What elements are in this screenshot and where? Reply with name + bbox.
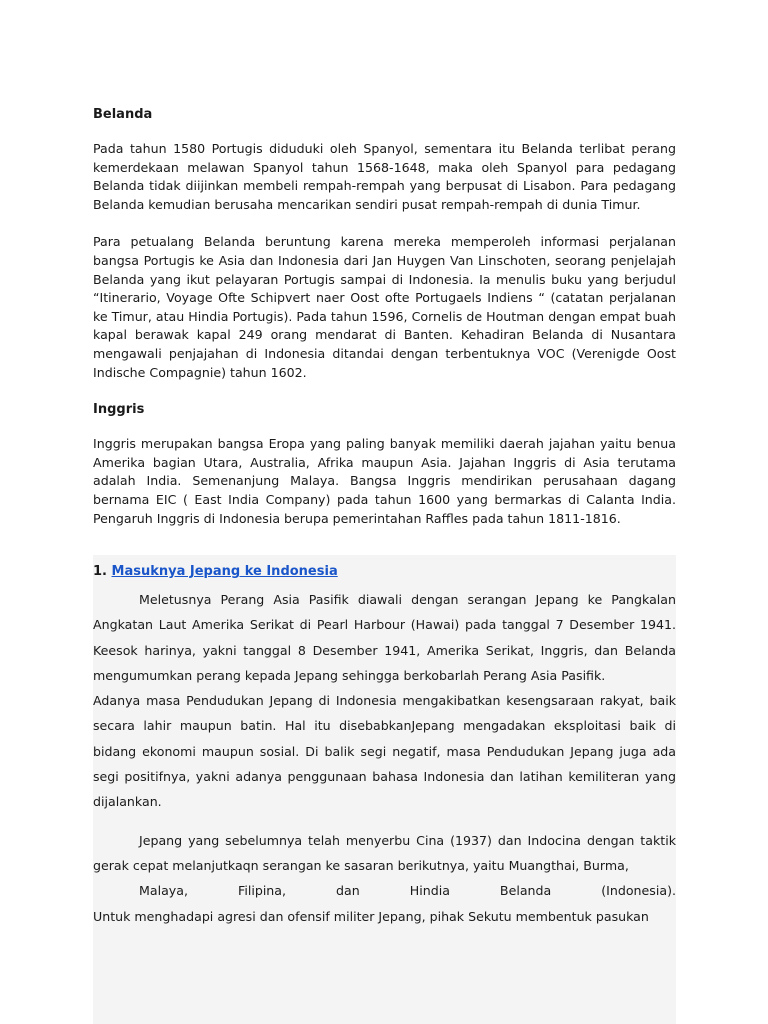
section-heading-inggris: Inggris [93, 402, 145, 418]
paragraph-inggris-1: Inggris merupakan bangsa Eropa yang paling banyak memiliki daerah jajahan yaitu benua Amerika bagian Utara, Australia, Afrika maupun Asia. Jajahan Inggris di Asia terutama adalah India. Semenanjung Malaya. Bangsa Inggris mendirikan perusahaan dagang bernama EIC ( East India Company) pada tahun 1600 yang bermarkas di Calanta India. Pengaruh Inggris di Indonesia berupa pemerintahan Raffles pada tahun 1811-1816. [93, 436, 676, 526]
jepang-section [93, 555, 676, 1024]
paragraph-jepang-1: Meletusnya Perang Asia Pasifik diawali dengan serangan Jepang ke Pangkalan Angkatan Laut Amerika Serikat di Pearl Harbour (Hawai) pada tanggal 7 Desember 1941. Keesok harinya, yakni tanggal 8 Desember 1941, Amerika Serikat, Inggris, dan Belanda mengumumkan perang kepada Jepang sehingga berkobarlah Perang Asia Pasifik. [93, 592, 676, 683]
paragraph-jepang-2: Adanya masa Pendudukan Jepang di Indonesia mengakibatkan kesengsaraan rakyat, baik secara lahir maupun batin. Hal itu disebabkanJepang mengadakan eksploitasi baik di bidang ekonomi maupun sosial. Di balik segi negatif, masa Pendudukan Jepang juga ada segi positifnya, yakni adanya penggunaan bahasa Indonesia dan latihan kemiliteran yang dijalankan. [93, 693, 676, 810]
paragraph-jepang-3-last-line: Malaya, Filipina, dan Hindia Belanda (Indonesia). [139, 883, 676, 899]
section-heading-belanda: Belanda [93, 107, 153, 122]
paragraph-belanda-2: Para petualang Belanda beruntung karena mereka memperoleh informasi perjalanan bangsa Portugis ke Asia dan Indonesia dari Jan Huygen Van Linschoten, seorang penjelajah Belanda yang ikut pelayaran Portugis sampai di Indonesia. Ia menulis buku yang berjudul “Itinerario, Voyage Ofte Schipvert naer Oost ofte Portugaels Indiens “ (catatan perjalanan ke Timur, atau Hindia Portugis). Pada tahun 1596, Cornelis de Houtman dengan empat buah kapal berawak kapal 249 orang mendarat di Banten. Kehadiran Belanda di Nusantara mengawali penjajahan di Indonesia ditandai dengan terbentuknya VOC (Verenigde Oost Indische Compagnie) tahun 1602. [93, 234, 676, 380]
list-number: 1. [93, 564, 107, 579]
document-page [93, 106, 676, 528]
paragraph-jepang-4: Untuk menghadapi agresi dan ofensif militer Jepang, pihak Sekutu membentuk pasukan [93, 908, 649, 924]
paragraph-belanda-1: Pada tahun 1580 Portugis diduduki oleh Spanyol, sementara itu Belanda terlibat perang kemerdekaan melawan Spanyol tahun 1568-1648, maka oleh Spanyol para pedagang Belanda tidak diijinkan membeli rempah-rempah yang berpusat di Lisabon. Para pedagang Belanda kemudian berusaha mencarikan sendiri pusat rempah-rempah di dunia Timur. [93, 141, 676, 212]
jepang-heading-link[interactable]: Masuknya Jepang ke Indonesia [111, 564, 338, 579]
jepang-heading [93, 561, 676, 583]
paragraph-jepang-3-text: Jepang yang sebelumnya telah menyerbu Cina (1937) dan Indocina dengan taktik gerak cepat melanjutkaqn serangan ke sasaran berikutnya, yaitu Muangthai, Burma, [93, 832, 676, 873]
paragraph-jepang-3 [93, 828, 676, 904]
